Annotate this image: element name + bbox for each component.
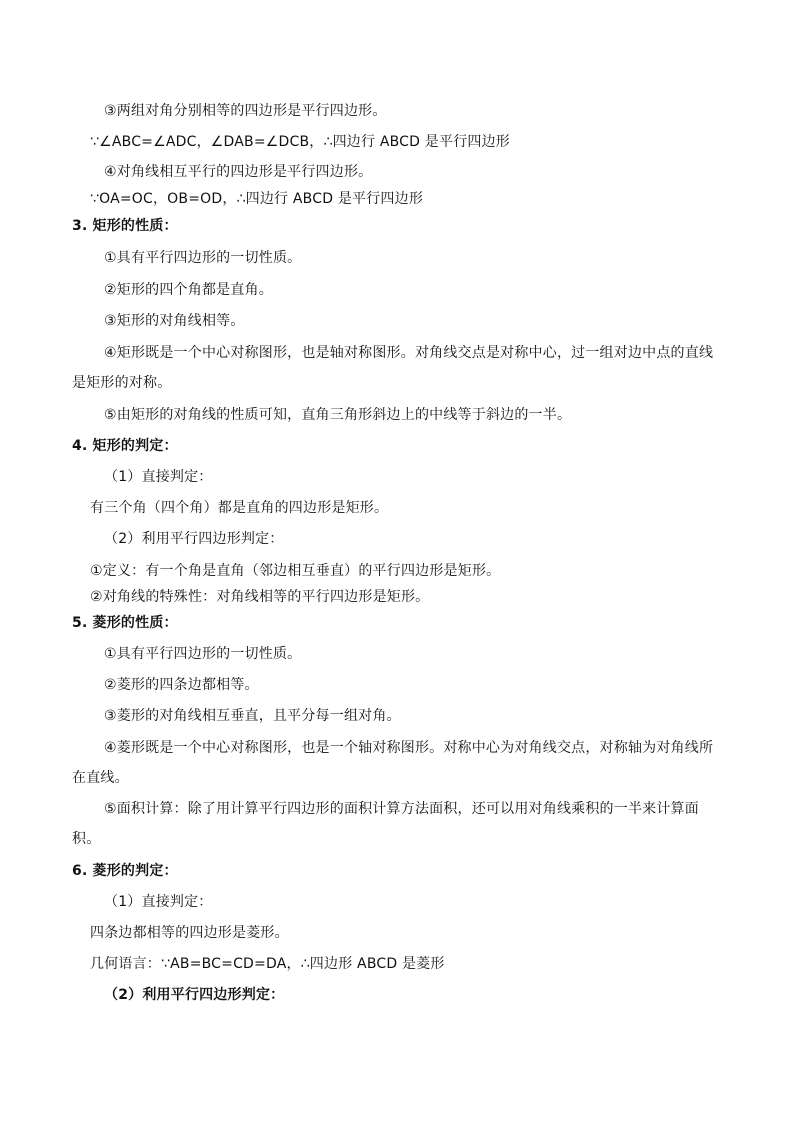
rhombus-property-4: ④菱形既是一个中心对称图形，也是一个轴对称图形。对称中心为对角线交点，对称轴为对角线所在直线。	[72, 740, 714, 786]
rectangle-property-2: ②矩形的四个角都是直角。	[104, 282, 273, 298]
rectangle-property-5: ⑤由矩形的对角线的性质可知，直角三角形斜边上的中线等于斜边的一半。	[104, 407, 572, 423]
rhombus-property-3: ③菱形的对角线相互垂直，且平分每一组对角。	[104, 708, 401, 724]
rectangle-criterion-direct: （1）直接判定：	[104, 469, 213, 485]
rhombus-property-1: ①具有平行四边形的一切性质。	[104, 646, 302, 662]
rectangle-property-1: ①具有平行四边形的一切性质。	[104, 250, 302, 266]
rhombus-criterion-direct: （1）直接判定：	[104, 894, 213, 910]
rhombus-property-5: ⑤面积计算：除了用计算平行四边形的面积计算方法面积，还可以用对角线乘积的一半来计算面积。	[72, 801, 699, 847]
section-6-heading: 6. 菱形的判定：	[72, 863, 178, 879]
rectangle-criterion-direct-text: 有三个角（四个角）都是直角的四边形是矩形。	[90, 500, 389, 516]
criterion-4-geometry: ∵OA=OC，OB=OD，∴四边行 ABCD 是平行四边形	[90, 191, 424, 207]
rhombus-criterion-geometry: 几何语言：∵AB=BC=CD=DA，∴四边形 ABCD 是菱形	[90, 956, 445, 972]
section-5-heading: 5. 菱形的性质：	[72, 615, 178, 631]
rhombus-criterion-direct-text: 四条边都相等的四边形是菱形。	[90, 925, 289, 941]
section-3-heading: 3. 矩形的性质：	[72, 218, 178, 234]
criterion-3-text: ③两组对角分别相等的四边形是平行四边形。	[104, 103, 387, 119]
criterion-3-geometry: ∵∠ABC=∠ADC，∠DAB=∠DCB，∴四边行 ABCD 是平行四边形	[90, 134, 510, 150]
rectangle-property-4: ④矩形既是一个中心对称图形，也是轴对称图形。对角线交点是对称中心，过一组对边中点的直线是矩形的对称。	[72, 345, 714, 391]
rhombus-property-2: ②菱形的四条边都相等。	[104, 677, 259, 693]
rectangle-criterion-definition: ①定义：有一个角是直角（邻边相互垂直）的平行四边形是矩形。	[90, 563, 501, 579]
rectangle-property-3: ③矩形的对角线相等。	[104, 313, 245, 329]
rhombus-criterion-parallelogram: （2）利用平行四边形判定：	[104, 987, 285, 1003]
criterion-4-text: ④对角线相互平行的四边形是平行四边形。	[104, 164, 373, 180]
rectangle-criterion-parallelogram: （2）利用平行四边形判定：	[104, 531, 284, 547]
rectangle-criterion-diagonal: ②对角线的特殊性：对角线相等的平行四边形是矩形。	[90, 589, 430, 605]
section-4-heading: 4. 矩形的判定：	[72, 438, 178, 454]
